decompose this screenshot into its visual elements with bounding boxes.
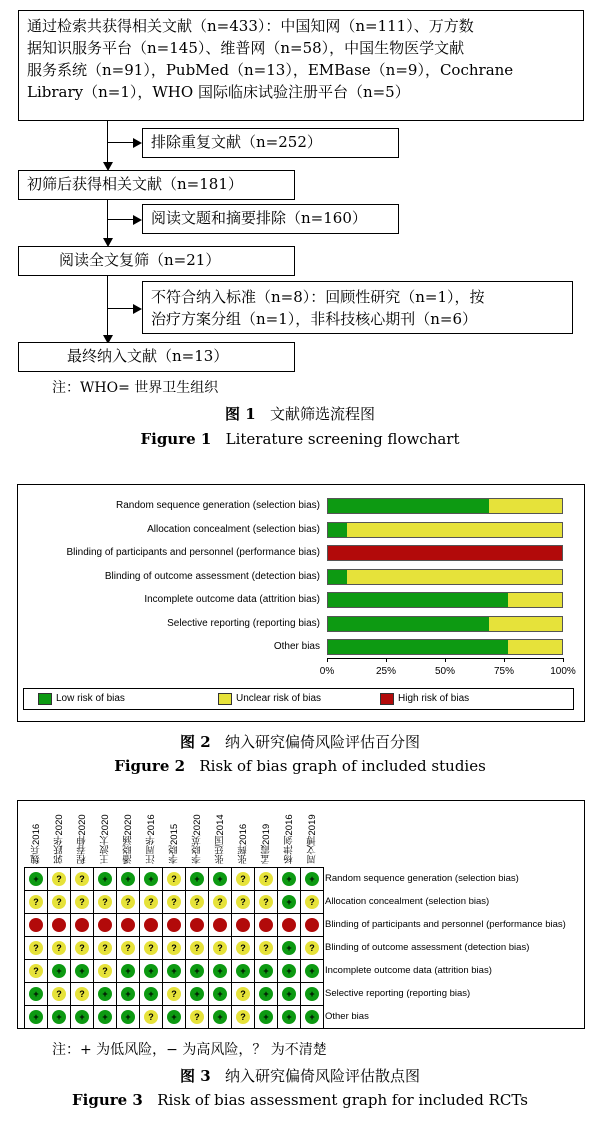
unclear-risk-dot: ? <box>236 987 250 1001</box>
bar-segment-unclear <box>347 523 562 537</box>
x-tick-label: 25% <box>375 666 397 677</box>
low-risk-dot: + <box>213 987 227 1001</box>
figure3-note: 注：+ 为低风险，− 为高风险，？ 为不清楚 <box>52 1042 327 1058</box>
summary-cell <box>48 891 71 914</box>
summary-cell <box>117 891 140 914</box>
study-label: 李晓英2020 <box>192 814 203 864</box>
study-label: 程春伸2020 <box>77 814 88 864</box>
x-tick-label: 0% <box>319 666 335 677</box>
summary-cell <box>209 960 232 983</box>
legend <box>23 688 574 710</box>
unclear-risk-dot: ? <box>75 941 89 955</box>
low-risk-dot: + <box>305 1010 319 1024</box>
flow-connector <box>107 276 108 338</box>
summary-cell <box>301 891 324 914</box>
low-risk-dot: + <box>121 1010 135 1024</box>
bar-segment-low <box>328 617 489 631</box>
summary-cell <box>209 868 232 891</box>
summary-cell <box>278 1006 301 1029</box>
summary-cell <box>255 983 278 1006</box>
bar-segment-unclear <box>508 640 562 654</box>
low-risk-dot: + <box>213 1010 227 1024</box>
unclear-risk-dot: ? <box>121 941 135 955</box>
bar-label: Selective reporting (reporting bias) <box>167 617 320 629</box>
after-screening-box: 初筛后获得相关文献（n=181） <box>18 170 295 200</box>
summary-cell <box>94 937 117 960</box>
figure1-caption-cn <box>0 403 600 424</box>
low-risk-dot: + <box>282 941 296 955</box>
x-tick-mark <box>327 658 328 662</box>
unclear-risk-dot: ? <box>144 941 158 955</box>
x-tick-mark <box>445 658 446 662</box>
high-risk-dot <box>75 918 89 932</box>
summary-cell <box>48 983 71 1006</box>
summary-cell <box>163 937 186 960</box>
records-line-4: Library（n=1），WHO 国际临床试验注册平台（n=5） <box>27 83 410 101</box>
summary-cell <box>163 983 186 1006</box>
summary-cell <box>301 868 324 891</box>
summary-cell <box>25 937 48 960</box>
caption-text: 纳入研究偏倚风险评估百分图 <box>224 733 420 751</box>
summary-cell <box>163 891 186 914</box>
unclear-risk-dot: ? <box>236 872 250 886</box>
bar-row <box>327 592 563 608</box>
bar-segment-low <box>328 499 489 513</box>
x-tick-mark <box>386 658 387 662</box>
summary-cell <box>94 914 117 937</box>
study-label: 杨津剑2016 <box>284 814 295 864</box>
low-risk-dot: + <box>282 1010 296 1024</box>
summary-cell <box>278 914 301 937</box>
low-risk-dot: + <box>213 964 227 978</box>
summary-cell <box>71 914 94 937</box>
summary-cell <box>25 1006 48 1029</box>
study-label: 郭跃华2020 <box>54 814 65 864</box>
summary-cell <box>301 960 324 983</box>
high-risk-dot <box>213 918 227 932</box>
bar-label: Blinding of outcome assessment (detection bias) <box>104 570 320 582</box>
duplicates-removed-box: 排除重复文献（n=252） <box>142 128 399 158</box>
bar-label: Random sequence generation (selection bias) <box>115 500 320 511</box>
study-label: 魏兵2016 <box>31 823 42 864</box>
unclear-risk-dot: ? <box>236 895 250 909</box>
summary-cell <box>71 960 94 983</box>
low-risk-dot: + <box>167 1010 181 1024</box>
low-risk-dot: + <box>75 1010 89 1024</box>
summary-cell <box>163 960 186 983</box>
caption-number: Figure 2 <box>114 757 186 775</box>
summary-cell <box>209 1006 232 1029</box>
low-risk-dot: + <box>167 964 181 978</box>
records-line-1: 通过检索共获得相关文献（n=433）：中国知网（n=111）、万方数 <box>27 17 474 35</box>
unclear-risk-dot: ? <box>190 895 204 909</box>
bar-segment-low <box>328 640 508 654</box>
summary-cell <box>25 983 48 1006</box>
summary-cell <box>140 983 163 1006</box>
summary-cell <box>163 914 186 937</box>
unclear-risk-dot: ? <box>75 895 89 909</box>
flow-arrow-right <box>133 215 142 225</box>
figure2-caption-cn <box>0 731 600 752</box>
caption-text: 文献筛选流程图 <box>269 405 375 423</box>
bar-segment-low <box>328 523 347 537</box>
unclear-risk-dot: ? <box>259 872 273 886</box>
caption-number: 图 1 <box>225 405 256 423</box>
summary-cell <box>117 937 140 960</box>
summary-cell <box>48 914 71 937</box>
summary-cell <box>278 983 301 1006</box>
domain-label: Incomplete outcome data (attrition bias) <box>325 965 492 976</box>
high-risk-dot <box>236 918 250 932</box>
caption-text: Literature screening flowchart <box>225 430 460 448</box>
low-risk-dot: + <box>98 872 112 886</box>
unclear-risk-dot: ? <box>167 895 181 909</box>
high-risk-dot <box>259 918 273 932</box>
low-risk-dot: + <box>144 964 158 978</box>
caption-number: 图 2 <box>180 733 211 751</box>
unclear-risk-dot: ? <box>52 895 66 909</box>
unclear-risk-dot: ? <box>98 895 112 909</box>
unclear-risk-dot: ? <box>144 895 158 909</box>
x-tick-mark <box>504 658 505 662</box>
summary-cell <box>117 914 140 937</box>
x-tick-mark <box>563 658 564 662</box>
summary-cell <box>186 937 209 960</box>
summary-cell <box>278 960 301 983</box>
figure2-caption-en <box>0 757 600 775</box>
bar-row <box>327 545 563 561</box>
legend-swatch-low <box>38 693 52 705</box>
summary-cell <box>301 983 324 1006</box>
unclear-risk-dot: ? <box>167 941 181 955</box>
summary-cell <box>232 1006 255 1029</box>
low-risk-dot: + <box>282 987 296 1001</box>
unclear-risk-dot: ? <box>167 987 181 1001</box>
caption-text: 纳入研究偏倚风险评估散点图 <box>224 1067 420 1085</box>
bar-row <box>327 639 563 655</box>
bar-label: Allocation concealment (selection bias) <box>147 523 320 535</box>
low-risk-dot: + <box>121 964 135 978</box>
summary-cell <box>140 868 163 891</box>
caption-number: Figure 3 <box>72 1091 143 1109</box>
legend-high: High risk of bias <box>398 693 470 704</box>
x-tick-label: 75% <box>493 666 515 677</box>
summary-cell <box>25 868 48 891</box>
summary-cell <box>94 960 117 983</box>
summary-cell <box>25 891 48 914</box>
high-risk-dot <box>144 918 158 932</box>
low-risk-dot: + <box>305 872 319 886</box>
summary-cell <box>255 960 278 983</box>
unclear-risk-dot: ? <box>52 941 66 955</box>
unclear-risk-dot: ? <box>144 1010 158 1024</box>
flow-connector <box>107 219 135 220</box>
summary-cell <box>25 914 48 937</box>
low-risk-dot: + <box>282 964 296 978</box>
study-label: 张辉2016 <box>238 823 249 864</box>
summary-cell <box>186 891 209 914</box>
low-risk-dot: + <box>144 987 158 1001</box>
flow-connector <box>107 142 135 143</box>
summary-cell <box>48 937 71 960</box>
legend-unclear: Unclear risk of bias <box>236 693 322 704</box>
figure1-caption-en <box>0 430 600 448</box>
summary-cell <box>255 1006 278 1029</box>
summary-cell <box>163 868 186 891</box>
unclear-risk-dot: ? <box>29 941 43 955</box>
high-risk-dot <box>52 918 66 932</box>
unclear-risk-dot: ? <box>75 872 89 886</box>
study-label: 李晓2015 <box>169 823 180 864</box>
low-risk-dot: + <box>29 872 43 886</box>
bar-row <box>327 498 563 514</box>
summary-cell <box>94 891 117 914</box>
unclear-risk-dot: ? <box>236 1010 250 1024</box>
bar-segment-unclear <box>489 499 562 513</box>
low-risk-dot: + <box>121 872 135 886</box>
final-included-box: 最终纳入文献（n=13） <box>18 342 295 372</box>
bar-label: Incomplete outcome data (attrition bias) <box>144 594 320 605</box>
caption-text: Risk of bias graph of included studies <box>199 757 486 775</box>
summary-cell <box>278 868 301 891</box>
summary-cell <box>186 1006 209 1029</box>
summary-cell <box>117 983 140 1006</box>
excluded-criteria-box <box>142 281 573 334</box>
study-label: 周文博2019 <box>307 814 318 864</box>
unclear-risk-dot: ? <box>167 872 181 886</box>
summary-cell <box>71 937 94 960</box>
low-risk-dot: + <box>52 1010 66 1024</box>
unclear-risk-dot: ? <box>305 941 319 955</box>
summary-cell <box>255 891 278 914</box>
unclear-risk-dot: ? <box>259 941 273 955</box>
caption-text: Risk of bias assessment graph for included RCTs <box>157 1091 528 1109</box>
flow-arrow-right <box>133 138 142 148</box>
summary-cell <box>71 868 94 891</box>
x-tick-label: 50% <box>434 666 456 677</box>
low-risk-dot: + <box>259 987 273 1001</box>
study-label: 潘晓涵2020 <box>123 814 134 864</box>
low-risk-dot: + <box>75 964 89 978</box>
summary-cell <box>255 914 278 937</box>
summary-cell <box>48 960 71 983</box>
summary-cell <box>94 983 117 1006</box>
bar-segment-unclear <box>489 617 562 631</box>
caption-number: Figure 1 <box>140 430 212 448</box>
unclear-risk-dot: ? <box>213 895 227 909</box>
domain-label: Random sequence generation (selection bias) <box>325 873 519 884</box>
summary-cell <box>186 914 209 937</box>
unclear-risk-dot: ? <box>236 941 250 955</box>
bar-label: Blinding of participants and personnel (performance bias) <box>66 547 320 558</box>
high-risk-dot <box>29 918 43 932</box>
unclear-risk-dot: ? <box>98 941 112 955</box>
study-label: 汪周华2016 <box>146 814 157 864</box>
low-risk-dot: + <box>29 1010 43 1024</box>
summary-cell <box>140 914 163 937</box>
flow-arrow-right <box>133 304 142 314</box>
summary-cell <box>25 960 48 983</box>
summary-cell <box>301 914 324 937</box>
bar-segment-unclear <box>508 593 562 607</box>
excluded-line-1: 不符合纳入标准（n=8）：回顾性研究（n=1），按 <box>151 288 485 306</box>
summary-cell <box>117 960 140 983</box>
unclear-risk-dot: ? <box>190 941 204 955</box>
summary-cell <box>186 983 209 1006</box>
flow-connector <box>107 200 108 241</box>
domain-label: Other bias <box>325 1011 369 1022</box>
summary-cell <box>140 937 163 960</box>
summary-cell <box>71 983 94 1006</box>
unclear-risk-dot: ? <box>98 964 112 978</box>
records-line-2: 据知识服务平台（n=145）、维普网（n=58），中国生物医学文献 <box>27 39 465 57</box>
domain-label: Allocation concealment (selection bias) <box>325 896 490 907</box>
low-risk-dot: + <box>213 872 227 886</box>
study-label: 张廷国2014 <box>215 814 226 864</box>
bar-row <box>327 616 563 632</box>
summary-cell <box>94 1006 117 1029</box>
summary-cell <box>48 868 71 891</box>
high-risk-dot <box>121 918 135 932</box>
unclear-risk-dot: ? <box>52 987 66 1001</box>
low-risk-dot: + <box>98 1010 112 1024</box>
excluded-line-2: 治疗方案分组（n=1），非科技核心期刊（n=6） <box>151 310 478 328</box>
low-risk-dot: + <box>282 872 296 886</box>
summary-cell <box>209 937 232 960</box>
low-risk-dot: + <box>259 964 273 978</box>
summary-cell <box>232 891 255 914</box>
summary-cell <box>209 983 232 1006</box>
legend-swatch-high <box>380 693 394 705</box>
bar-labels <box>20 0 320 1</box>
bar-row <box>327 569 563 585</box>
records-line-3: 服务系统（n=91），PubMed（n=13），EMBase（n=9），Cochrane <box>27 61 514 79</box>
high-risk-dot <box>167 918 181 932</box>
bar-segment-low <box>328 570 347 584</box>
low-risk-dot: + <box>282 895 296 909</box>
x-tick-label: 100% <box>550 666 576 677</box>
low-risk-dot: + <box>52 964 66 978</box>
unclear-risk-dot: ? <box>213 941 227 955</box>
full-text-box: 阅读全文复筛（n=21） <box>18 246 295 276</box>
low-risk-dot: + <box>259 1010 273 1024</box>
summary-cell <box>301 1006 324 1029</box>
low-risk-dot: + <box>305 964 319 978</box>
summary-cell <box>209 891 232 914</box>
summary-cell <box>255 868 278 891</box>
caption-number: 图 3 <box>180 1067 211 1085</box>
summary-cell <box>255 937 278 960</box>
study-label: 孟霞2019 <box>261 823 272 864</box>
unclear-risk-dot: ? <box>121 895 135 909</box>
high-risk-dot <box>305 918 319 932</box>
low-risk-dot: + <box>29 987 43 1001</box>
bar-segment-low <box>328 593 508 607</box>
summary-cell <box>71 891 94 914</box>
high-risk-dot <box>98 918 112 932</box>
unclear-risk-dot: ? <box>29 895 43 909</box>
legend-swatch-unclear <box>218 693 232 705</box>
flow-connector <box>107 308 135 309</box>
high-risk-dot <box>190 918 204 932</box>
summary-cell <box>163 1006 186 1029</box>
study-label: 王波太2020 <box>100 814 111 864</box>
unclear-risk-dot: ? <box>190 1010 204 1024</box>
bar-row <box>327 522 563 538</box>
summary-cell <box>278 891 301 914</box>
summary-cell <box>186 960 209 983</box>
summary-cell <box>232 960 255 983</box>
legend-low: Low risk of bias <box>56 693 125 704</box>
summary-cell <box>140 891 163 914</box>
summary-cell <box>117 1006 140 1029</box>
low-risk-dot: + <box>305 987 319 1001</box>
low-risk-dot: + <box>236 964 250 978</box>
low-risk-dot: + <box>121 987 135 1001</box>
figure3-caption-en <box>0 1091 600 1109</box>
summary-cell <box>48 1006 71 1029</box>
summary-cell <box>301 937 324 960</box>
unclear-risk-dot: ? <box>259 895 273 909</box>
low-risk-dot: + <box>144 872 158 886</box>
unclear-risk-dot: ? <box>75 987 89 1001</box>
summary-cell <box>232 868 255 891</box>
bar-segment-unclear <box>347 570 562 584</box>
high-risk-dot <box>282 918 296 932</box>
domain-label: Selective reporting (reporting bias) <box>325 988 471 999</box>
low-risk-dot: + <box>190 964 204 978</box>
bar-segment-high <box>328 546 562 560</box>
figure1-note: 注：WHO= 世界卫生组织 <box>52 380 219 396</box>
summary-cell <box>232 983 255 1006</box>
unclear-risk-dot: ? <box>29 964 43 978</box>
summary-cell <box>209 914 232 937</box>
summary-cell <box>278 937 301 960</box>
summary-cell <box>117 868 140 891</box>
low-risk-dot: + <box>190 987 204 1001</box>
figure3-caption-cn <box>0 1065 600 1086</box>
unclear-risk-dot: ? <box>52 872 66 886</box>
domain-label: Blinding of outcome assessment (detection bias) <box>325 942 530 953</box>
low-risk-dot: + <box>190 872 204 886</box>
domain-label: Blinding of participants and personnel (performance bias) <box>325 919 566 930</box>
summary-cell <box>140 960 163 983</box>
low-risk-dot: + <box>98 987 112 1001</box>
summary-cell <box>186 868 209 891</box>
bar-label: Other bias <box>273 641 320 652</box>
summary-cell <box>232 937 255 960</box>
unclear-risk-dot: ? <box>305 895 319 909</box>
records-identified-box <box>18 10 584 121</box>
summary-cell <box>71 1006 94 1029</box>
title-abstract-excluded-box: 阅读文题和摘要排除（n=160） <box>142 204 399 234</box>
summary-cell <box>140 1006 163 1029</box>
summary-cell <box>232 914 255 937</box>
summary-cell <box>94 868 117 891</box>
